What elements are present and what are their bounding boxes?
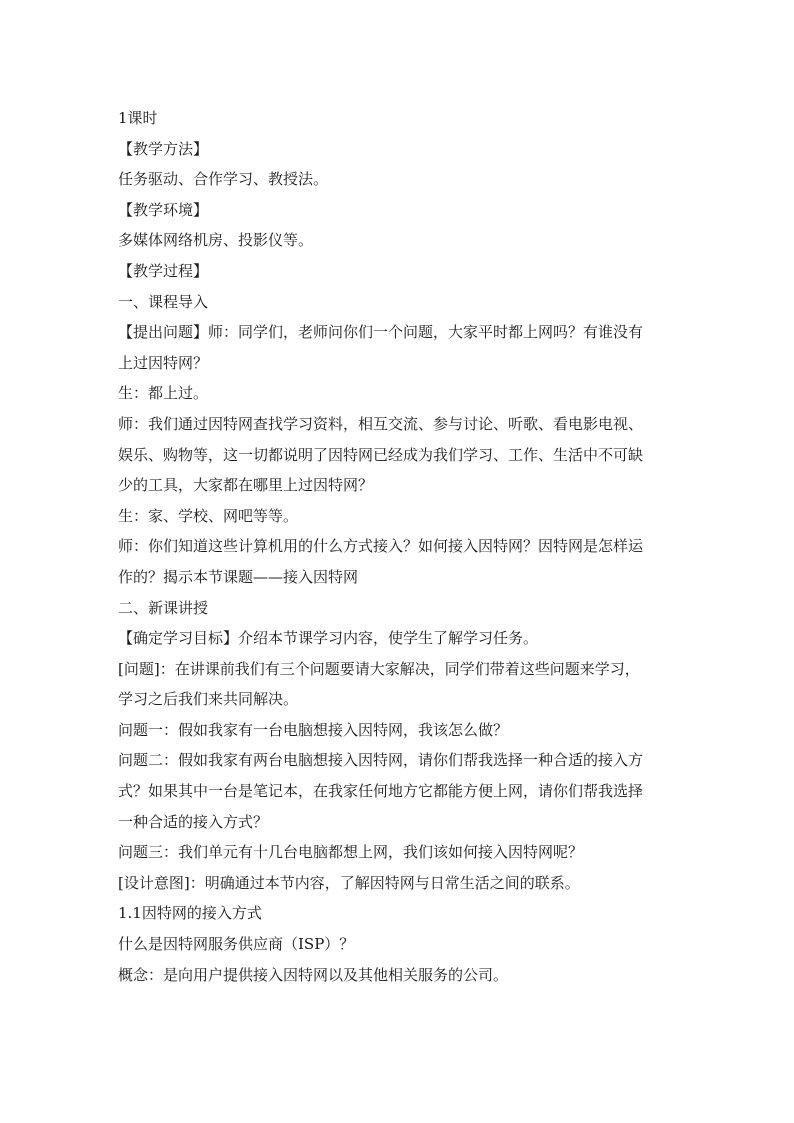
subsection-heading-access-methods: 1.1因特网的接入方式 [118, 904, 262, 923]
paragraph-line: 作的？揭示本节课题——接入因特网 [118, 567, 359, 586]
document-body [118, 103, 680, 990]
paragraph-line: 【确定学习目标】介绍本节课学习内容，使学生了解学习任务。 [118, 629, 539, 648]
subheading-new-lesson: 二、新课讲授 [118, 598, 209, 617]
paragraph-line: [问题]：在讲课前我们有三个问题要请大家解决，同学们带着这些问题来学习， [118, 659, 640, 678]
isp-question: 什么是因特网服务供应商（ISP）？ [118, 935, 355, 954]
subheading-course-intro: 一、课程导入 [118, 292, 209, 311]
question-two: 问题二：假如我家有两台电脑想接入因特网，请你们帮我选择一种合适的接入方 [118, 751, 644, 770]
paragraph-line: 师：我们通过因特网查找学习资料，相互交流、参与讨论、听歌、看电影电视、 [118, 414, 644, 433]
paragraph-line: 一种合适的接入方式？ [118, 812, 269, 831]
lesson-duration: 1课时 [118, 109, 158, 127]
paragraph-line: 娱乐、购物等，这一切都说明了因特网已经成为我们学习、工作、生活中不可缺 [118, 445, 644, 464]
paragraph-line: 生：家、学校、网吧等等。 [118, 506, 299, 525]
teaching-environment-text: 多媒体网络机房、投影仪等。 [118, 231, 314, 250]
paragraph-line: 师：你们知道这些计算机用的什么方式接入？如何接入因特网？因特网是怎样运 [118, 537, 644, 556]
design-intent: [设计意图]：明确通过本节内容，了解因特网与日常生活之间的联系。 [118, 873, 580, 892]
section-heading-teaching-method: 【教学方法】 [118, 139, 209, 158]
isp-definition: 概念：是向用户提供接入因特网以及其他相关服务的公司。 [118, 965, 509, 984]
section-heading-teaching-process: 【教学过程】 [118, 261, 209, 280]
paragraph-line: 少的工具，大家都在哪里上过因特网？ [118, 476, 374, 495]
paragraph-line: 【提出问题】师：同学们，老师问你们一个问题，大家平时都上网吗？有谁没有 [118, 323, 644, 342]
question-one: 问题一：假如我家有一台电脑想接入因特网，我该怎么做？ [118, 720, 509, 739]
section-heading-teaching-environment: 【教学环境】 [118, 200, 209, 219]
paragraph-line: 学习之后我们来共同解决。 [118, 690, 299, 709]
teaching-method-text: 任务驱动、合作学习、教授法。 [118, 170, 329, 189]
paragraph-line: 上过因特网？ [118, 353, 209, 372]
question-three: 问题三：我们单元有十几台电脑都想上网，我们该如何接入因特网呢？ [118, 843, 584, 862]
paragraph-line: 生：都上过。 [118, 384, 209, 403]
paragraph-line: 式？如果其中一台是笔记本，在我家任何地方它都能方便上网，请你们帮我选择 [118, 782, 644, 801]
